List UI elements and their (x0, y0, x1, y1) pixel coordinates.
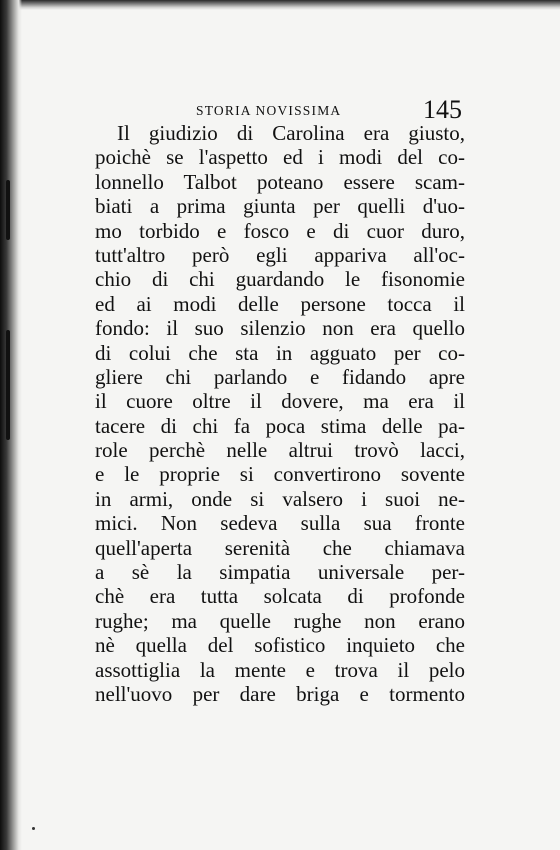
spine-mark (6, 330, 10, 440)
text-line: assottiglia la mente e trova il pelo (95, 657, 465, 682)
text-line: gliere chi parlando e fidando apre (95, 364, 465, 389)
page-top-edge-shadow (0, 0, 560, 10)
text-line: Il giudizio di Carolina era giusto, (117, 121, 465, 145)
text-line: tutt'altro però egli appariva all'oc- (95, 242, 465, 267)
text-line: mici. Non sedeva sulla sua fronte (95, 511, 465, 536)
page-speck (32, 827, 35, 830)
page-number: 145 (423, 95, 462, 124)
text-line: ed ai modi delle persone tocca il (95, 291, 465, 316)
text-line: chè era tutta solcata di profonde (95, 584, 465, 609)
text-line: di colui che sta in agguato per co- (95, 340, 465, 365)
text-line: chio di chi guardando le fisonomie (95, 267, 465, 292)
text-line: rughe; ma quelle rughe non erano (95, 608, 465, 633)
running-title: STORIA NOVISSIMA (196, 103, 342, 118)
text-line: role perchè nelle altrui trovò lacci, (95, 438, 465, 463)
text-line: quell'aperta serenità che chiamava (95, 535, 465, 560)
text-line: mo torbido e fosco e di cuor duro, (95, 218, 465, 243)
text-line: fondo: il suo silenzio non era quello (95, 316, 465, 341)
text-line: nè quella del sofistico inquieto che (95, 633, 465, 658)
text-line: lonnello Talbot poteano essere scam- (95, 169, 465, 194)
text-line: nell'uovo per dare briga e tormento (95, 681, 465, 706)
text-line: il cuore oltre il dovere, ma era il (95, 389, 465, 414)
book-spine-shadow (0, 0, 22, 850)
text-line: e le proprie si convertirono sovente (95, 462, 465, 487)
text-line: biati a prima giunta per quelli d'uo- (95, 194, 465, 219)
spine-mark (6, 180, 10, 240)
text-line: in armi, onde si valsero i suoi ne- (95, 486, 465, 511)
text-body (95, 121, 465, 706)
text-line: a sè la simpatia universale per- (95, 560, 465, 585)
text-line: tacere di chi fa poca stima delle pa- (95, 413, 465, 438)
text-line: poichè se l'aspetto ed i modi del co- (95, 145, 465, 170)
